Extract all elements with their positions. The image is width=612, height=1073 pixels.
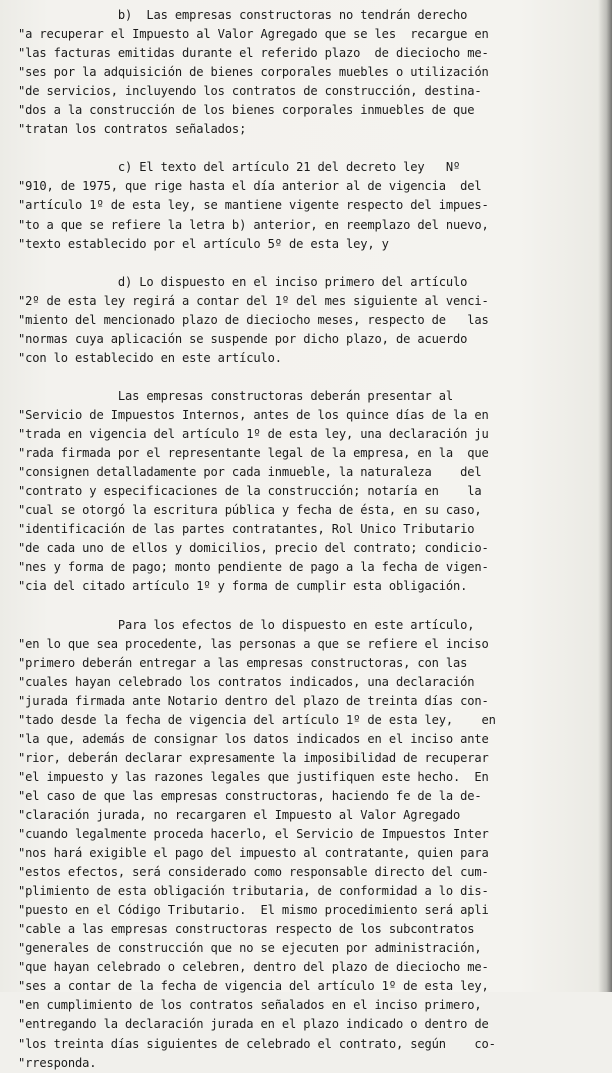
text-line: "cuales hayan celebrado los contratos indicados, una declaración (18, 674, 475, 689)
text-line: "entregando la declaración jurada en el plazo indicado o dentro de (18, 1017, 489, 1032)
paragraph-d (18, 273, 610, 368)
text-line: "en cumplimiento de los contratos señalados en el inciso primero, (18, 998, 482, 1013)
paragraph-gap (18, 368, 610, 387)
text-line: "los treinta días siguientes de celebrado el contrato, según co- (18, 1036, 496, 1051)
text-line: "trada en vigencia del artículo 1º de esta ley, una declaración ju (18, 427, 489, 442)
paragraph-gap (18, 254, 610, 273)
page-edge-shadow (598, 0, 612, 992)
text-line: "rior, deberán declarar expresamente la imposibilidad de recuperar (18, 750, 489, 765)
document-text (18, 6, 610, 1073)
paragraph-b (18, 6, 610, 139)
text-line: "puesto en el Código Tributario. El mismo procedimiento será apli (18, 903, 489, 918)
text-line: "en lo que sea procedente, las personas a que se refiere el inciso (18, 636, 489, 651)
text-line: "de cada uno de ellos y domicilios, precio del contrato; condicio- (18, 541, 489, 556)
text-line: "primero deberán entregar a las empresas constructoras, con las (18, 655, 468, 670)
text-line: "estos efectos, será considerado como responsable directo del cum- (18, 865, 489, 880)
paragraph-c (18, 158, 610, 253)
text-line: "910, de 1975, que rige hasta el día anterior al de vigencia del (18, 179, 482, 194)
text-line: "ses por la adquisición de bienes corporales muebles o utilización (18, 65, 489, 80)
text-line: "artículo 1º de esta ley, se mantiene vigente respecto del impues- (18, 198, 489, 213)
text-line: "dos a la construcción de los bienes corporales inmuebles de que (18, 103, 475, 118)
text-line: "a recuperar el Impuesto al Valor Agregado que se les recargue en (18, 27, 489, 42)
text-line: "miento del mencionado plazo de dieciocho meses, respecto de las (18, 312, 489, 327)
text-line: Para los efectos de lo dispuesto en este artículo, (18, 617, 475, 632)
paragraph-gap (18, 596, 610, 615)
text-line: "cia del citado artículo 1º y forma de cumplir esta obligación. (18, 579, 468, 594)
text-line: "Servicio de Impuestos Internos, antes de los quince días de la en (18, 407, 489, 422)
text-line: "normas cuya aplicación se suspende por dicho plazo, de acuerdo (18, 331, 468, 346)
text-line: "2º de esta ley regirá a contar del 1º del mes siguiente al venci- (18, 293, 489, 308)
text-line: "to a que se refiere la letra b) anterior, en reemplazo del nuevo, (18, 217, 489, 232)
text-line: "con lo establecido en este artículo. (18, 350, 282, 365)
text-line: "identificación de las partes contratantes, Rol Unico Tributario (18, 522, 475, 537)
text-line: "la que, además de consignar los datos indicados en el inciso ante (18, 731, 489, 746)
text-line: "el caso de que las empresas constructoras, haciendo fe de la de- (18, 788, 482, 803)
text-line: b) Las empresas constructoras no tendrán derecho (18, 8, 468, 22)
text-line: "de servicios, incluyendo los contratos de construcción, destina- (18, 84, 482, 99)
text-line: "ses a contar de la fecha de vigencia del artículo 1º de esta ley, (18, 979, 489, 994)
text-line: c) El texto del artículo 21 del decreto ley Nº (18, 160, 461, 175)
text-line: "que hayan celebrado o celebren, dentro del plazo de dieciocho me- (18, 960, 489, 975)
text-line: "jurada firmada ante Notario dentro del plazo de treinta días con- (18, 693, 489, 708)
text-line: "rada firmada por el representante legal de la empresa, en la que (18, 446, 489, 461)
paragraph-gap (18, 139, 610, 158)
text-line: Las empresas constructoras deberán presentar al (18, 388, 453, 403)
text-line: "tado desde la fecha de vigencia del artículo 1º de esta ley, en (18, 712, 496, 727)
text-line: "nos hará exigible el pago del impuesto al contratante, quien para (18, 846, 489, 861)
paragraph-efectos (18, 616, 610, 1073)
text-line: "las facturas emitidas durante el referido plazo de dieciocho me- (18, 46, 489, 61)
paragraph-declaracion-empresas (18, 387, 610, 597)
text-line: "consignen detalladamente por cada inmueble, la naturaleza del (18, 465, 482, 480)
text-line: "generales de construcción que no se ejecuten por administración, (18, 941, 482, 956)
text-line: "cuando legalmente proceda hacerlo, el Servicio de Impuestos Inter (18, 827, 489, 842)
text-line: "rresponda. (18, 1055, 97, 1070)
text-line: "claración jurada, no recargaren el Impuesto al Valor Agregado (18, 807, 461, 822)
text-line: "el impuesto y las razones legales que justifiquen este hecho. En (18, 769, 489, 784)
text-line: "tratan los contratos señalados; (18, 122, 247, 137)
text-line: "texto establecido por el artículo 5º de esta ley, y (18, 236, 389, 251)
text-line: "cual se otorgó la escritura pública y fecha de ésta, en su caso, (18, 503, 482, 518)
text-line: "plimiento de esta obligación tributaria, de conformidad a lo dis- (18, 884, 489, 899)
text-line: "nes y forma de pago; monto pendiente de pago a la fecha de vigen- (18, 560, 489, 575)
text-line: d) Lo dispuesto en el inciso primero del artículo (18, 274, 468, 289)
text-line: "cable a las empresas constructoras respecto de los subcontratos (18, 922, 475, 937)
text-line: "contrato y especificaciones de la construcción; notaría en la (18, 484, 482, 499)
